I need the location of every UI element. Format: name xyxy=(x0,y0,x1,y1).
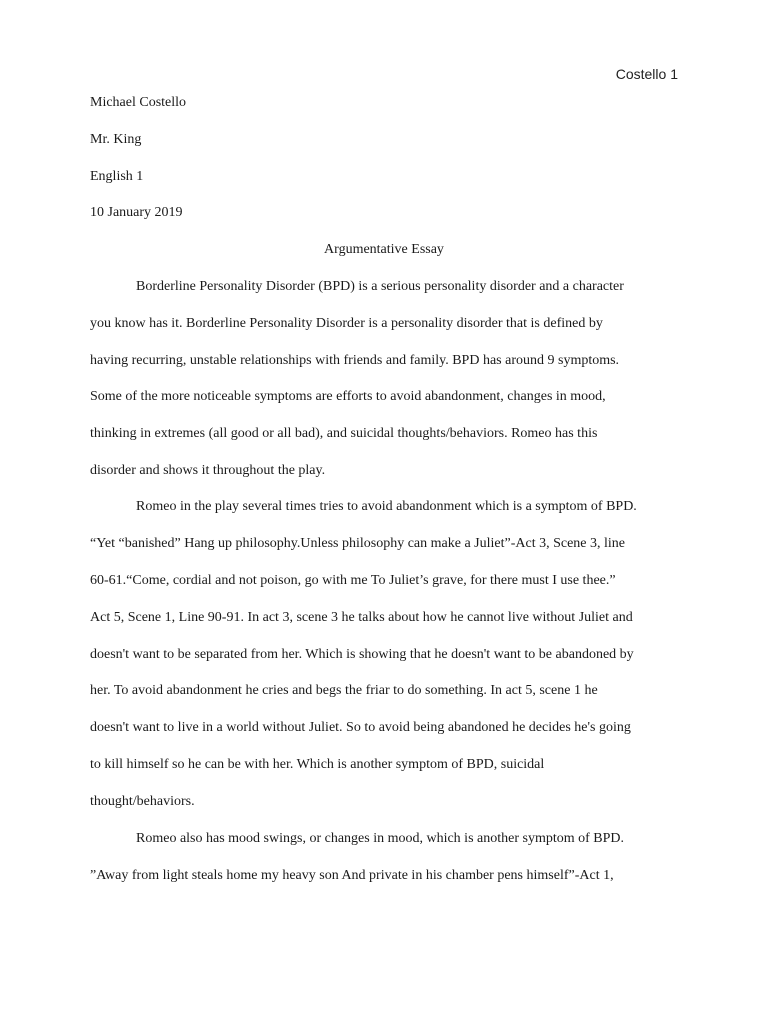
paragraph-1-line-6: disorder and shows it throughout the play. xyxy=(90,463,326,478)
teacher-name: Mr. King xyxy=(90,132,142,147)
paragraph-1-line-2: you know has it. Borderline Personality Disorder is a personality disorder that is defined by xyxy=(90,316,603,331)
paragraph-3-line-2: ”Away from light steals home my heavy son And private in his chamber pens himself”-Act 1, xyxy=(90,868,614,883)
paragraph-2-line-9: thought/behaviors. xyxy=(90,794,195,809)
paragraph-2-line-2: “Yet “banished” Hang up philosophy.Unless philosophy can make a Juliet”-Act 3, Scene 3, line xyxy=(90,536,626,551)
paragraph-2-line-6: her. To avoid abandonment he cries and begs the friar to do something. In act 5, scene 1 he xyxy=(90,683,598,698)
paragraph-2-line-5: doesn't want to be separated from her. Which is showing that he doesn't want to be abandoned by xyxy=(90,647,634,662)
paragraph-3-line-1: Romeo also has mood swings, or changes in mood, which is another symptom of BPD. xyxy=(136,831,625,846)
paragraph-2-line-7: doesn't want to live in a world without Juliet. So to avoid being abandoned he decides he's going xyxy=(90,720,631,735)
essay-title: Argumentative Essay xyxy=(324,242,444,257)
paragraph-1-line-1: Borderline Personality Disorder (BPD) is a serious personality disorder and a character xyxy=(136,279,624,294)
course-name: English 1 xyxy=(90,169,144,184)
running-head: Costello 1 xyxy=(615,66,678,82)
paragraph-2-line-8: to kill himself so he can be with her. Which is another symptom of BPD, suicidal xyxy=(90,757,545,772)
paragraph-2-line-3: 60-61.“Come, cordial and not poison, go with me To Juliet’s grave, for there must I use thee.” xyxy=(90,573,616,588)
paragraph-2-line-4: Act 5, Scene 1, Line 90-91. In act 3, scene 3 he talks about how he cannot live without Juliet and xyxy=(90,610,633,625)
paragraph-2-line-1: Romeo in the play several times tries to avoid abandonment which is a symptom of BPD. xyxy=(136,499,637,514)
paragraph-1-line-3: having recurring, unstable relationships with friends and family. BPD has around 9 symptoms. xyxy=(90,353,620,368)
essay-date: 10 January 2019 xyxy=(90,205,183,220)
paragraph-1-line-4: Some of the more noticeable symptoms are efforts to avoid abandonment, changes in mood, xyxy=(90,389,606,404)
student-name: Michael Costello xyxy=(90,95,187,110)
paragraph-1-line-5: thinking in extremes (all good or all bad), and suicidal thoughts/behaviors. Romeo has this xyxy=(90,426,598,441)
